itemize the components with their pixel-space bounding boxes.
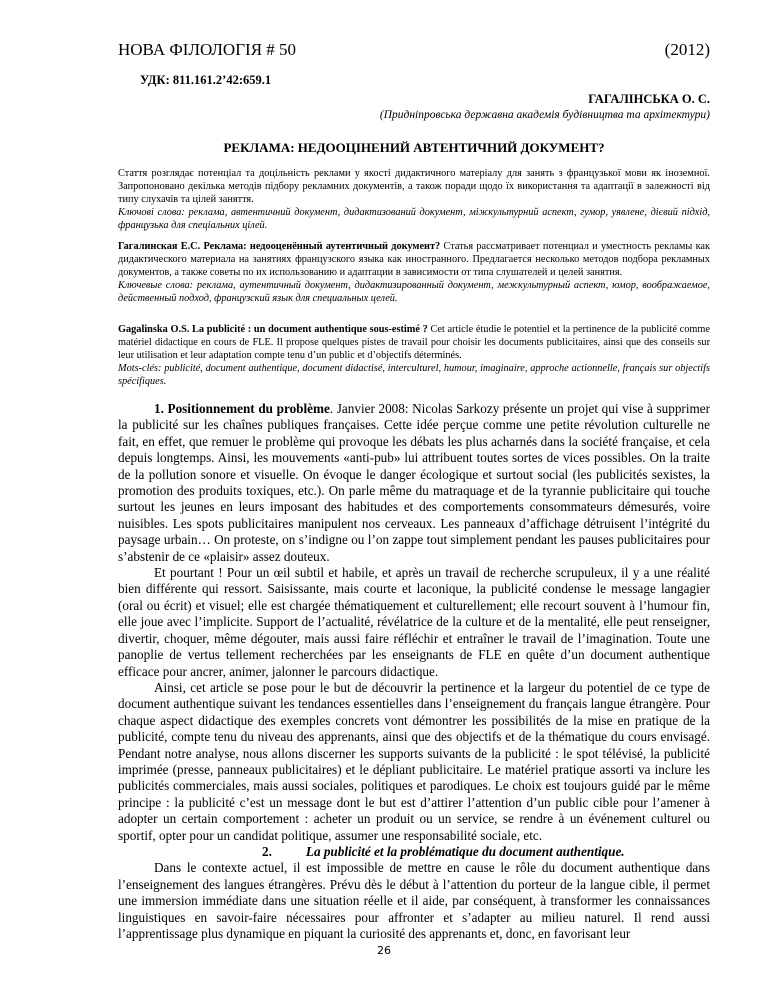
section1-paragraph — [118, 401, 710, 565]
abstract-uk-text: Стаття розглядає потенціал та доцільність реклами у якості дидактичного матеріалу для занять з французької мови як іноземної. Запропоновано декілька методів підбору рекламних документів, а також поради щодо їх використання та адаптації в залежності від типу слухачів та цілей заняття. — [118, 168, 710, 205]
section2-heading — [118, 844, 710, 860]
section2-paragraph-1: Dans le contexte actuel, il est impossible de mettre en cause le rôle du document authentique dans l’enseignement des langues étrangères. Prévu dès le début à l’attention du porteur de la langue cible, il permet une immersion immédiate dans une situation réelle et il aide, par conséquent, à transformer les connaissances linguistiques en savoir-faire nécessaires pour affronter et s’adapter au milieu naturel. Il rend aussi l’apprentissage plus dynamique en piquant la curiosité des apprenants et, donc, en favorisant leur — [118, 860, 710, 941]
udk-code: УДК: 811.161.2’42:659.1 — [140, 73, 272, 87]
journal-name: НОВА ФІЛОЛОГІЯ # 50 — [118, 40, 297, 59]
journal-year: (2012) — [664, 40, 710, 59]
abstract-uk-keywords: Ключові слова: реклама, автентичний документ, дидактизований документ, міжкультурний аспект, гумор, уявлене, дієвий підхід, французька для спеціальних цілей. — [118, 207, 710, 231]
author-name: ГАГАЛІНСЬКА О. С. — [588, 92, 710, 106]
abstract-russian — [118, 240, 710, 305]
article-body — [118, 401, 710, 942]
section1-p1-text: . Janvier 2008: Nicolas Sarkozy présente un projet qui vise à supprimer la publicité sur les chaînes publiques françaises. Cette idée perçue comme une petite révolution culturelle ne fait, en effet, que remuer le problème qui provoque les débats les plus acharnés dans la société française, et cela depuis longtemps. Ainsi, les mouvements «anti-pub» lui attribuent toutes sortes de vices possibles. On la traite de la pollution sonore et visuelle. On évoque le danger écologique et surtout social (les publicités sexistes, la promotion des produits toxiques, etc.). On parle même du matraquage et de la tyrannie publicitaire qui touche surtout les jeunes en leurs imposant des habitudes et des comportements consommateurs démesurés, voire nuisibles. Les spots publicitaires manipulent nos cerveaux. Les panneaux d’affichage détruisent l’intégrité du paysage urbain… On proteste, on s’indigne ou l’on zappe tout simplement pendant les pauses publicitaires pour s’abstenir de ce «plaisir» assez douteux. — [118, 401, 710, 564]
abstract-french — [118, 323, 710, 388]
author-affiliation: (Придніпровська державна академія будівництва та архітектури) — [379, 109, 710, 121]
abstract-ru-lead: Гагалинская Е.С. Реклама: недооценённый аутентичный документ? — [118, 241, 441, 252]
abstract-ru-text: Статья рассматривает потенциал и уместность рекламы как дидактического материала на занятиях французского языка как иностранного. Предлагается несколько методов подбора рекламных документов, а также советы по их использованию и адаптации в зависимости от типа слушателей и целей занятия. — [118, 241, 710, 278]
section1-paragraph-2: Et pourtant ! Pour un œil subtil et habile, et après un travail de recherche scrupuleux, il y a une réalité bien différente qui ressort. Saisissante, mais courte et laconique, la publicité condense le message langagier (oral ou écrit) et visuel; elle est chargée thématiquement et culturellement; elle recourt souvent à l’humour fin, elle joue avec l’implicite. Support de l’actualité, révélatrice de la culture et de la mentalité, elle peut renseigner, divertir, choquer, même dégouter, mais aussi faire réfléchir et entraîner le travail de l’imagination. Toute une panoplie de vertus tellement recherchées par les enseignants de FLE en quête d’un document authentique efficace pour ancrer, animer, jalonner le parcours didactique. — [118, 565, 710, 679]
section1-heading: 1. Positionnement du problème — [154, 401, 330, 416]
section1-paragraph-3: Ainsi, cet article se pose pour le but de découvrir la pertinence et la largeur du potentiel de ce type de document authentique suivant les tendances essentielles dans l’enseignement du français langue étrangère. Pour chaque aspect didactique des exemples concrets vont démontrer les possibilités de la mise en pratique de la publicité, compte tenu du niveau des apprenants, ainsi que des objectifs et de la thématique du cours envisagé. Pendant notre analyse, nous allons discerner les supports suivants de la publicité : le spot télévisé, la publicité imprimée (presse, panneaux publicitaires) et le dépliant publicitaire. Le matériel pratique assorti va inclure les publicités commerciales, mais aussi sociales, politiques et parodiques. Le choix est toujours guidé par le même principe : la publicité c’est un message dont le but est d’attirer l’attention d’un public cible pour l’amener à adopter un certain comportement : acheter un produit ou un service, se rendre à un événement culturel ou sportif, opter pour un candidat politique, assumer une responsabilité sociale, etc. — [118, 679, 710, 843]
abstract-ukrainian — [118, 167, 710, 232]
abstract-fr-lead: Gagalinska O.S. La publicité : un document authentique sous-estimé ? — [118, 324, 428, 335]
section2-number: 2. — [262, 843, 272, 859]
abstract-fr-keywords: Mots-clés: publicité, document authentique, document didactisé, interculturel, humour, imaginaire, approche actionnelle, français sur objectifs spécifiques. — [118, 363, 710, 387]
abstract-fr-text: Cet article étudie le potentiel et la pertinence de la publicité comme matériel didactique en cours de FLE. Il propose quelques pistes de travail pour choisir les documents publicitaires, ainsi que des conseils sur leur utilisation et leur adaptation compte tenu d’un public et d’objectifs déterminés. — [118, 324, 710, 361]
section2-title: La publicité et la problématique du document authentique. — [305, 843, 625, 859]
abstract-ru-keywords: Ключевые слова: реклама, аутентичный документ, дидактизированный документ, межкультурный аспект, юмор, воображаемое, действенный подход, французский язык для специальных целей. — [118, 280, 710, 304]
article-title: РЕКЛАМА: НЕДООЦІНЕНИЙ АВТЕНТИЧНИЙ ДОКУМЕНТ? — [223, 140, 605, 155]
page-number: 26 — [377, 944, 391, 957]
